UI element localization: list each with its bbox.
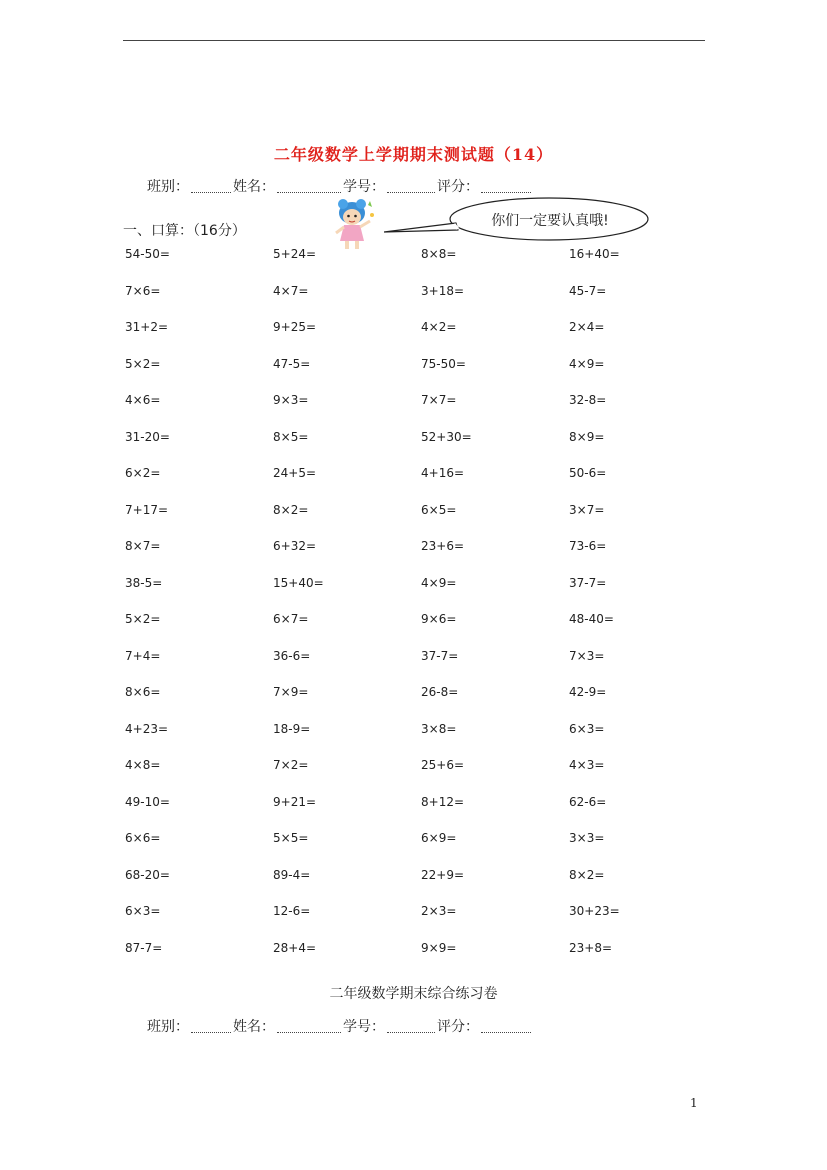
score-blank[interactable] (481, 1018, 531, 1033)
section-title: 一、口算：（16分） (123, 223, 246, 239)
problem-item: 4×3= (569, 758, 605, 772)
class-blank[interactable] (191, 1018, 231, 1033)
problem-item: 2×3= (421, 904, 457, 918)
problem-item: 4×9= (569, 356, 605, 371)
problem-item: 3×8= (421, 721, 457, 736)
score-label: 评分： (437, 1019, 479, 1035)
problem-item: 37-7= (569, 575, 607, 590)
problem-item: 47-5= (273, 356, 311, 371)
problem-item: 4×9= (421, 575, 457, 590)
problem-item: 48-40= (569, 612, 614, 626)
problem-item: 31+2= (125, 320, 169, 334)
problem-item: 37-7= (421, 648, 459, 663)
problem-item: 8×8= (421, 247, 457, 261)
problem-item: 6×7= (273, 612, 309, 626)
problem-item: 6×6= (125, 831, 161, 845)
name-blank[interactable] (277, 1018, 341, 1033)
bubble-text: 你们一定要认真哦! (491, 213, 609, 229)
problem-item: 62-6= (569, 794, 607, 809)
problem-item: 4+23= (125, 721, 169, 736)
problem-item: 49-10= (125, 794, 170, 809)
class-label: 班别： (147, 1019, 189, 1035)
problem-item: 5×2= (125, 356, 161, 371)
footer-info-row (147, 1016, 533, 1036)
student-info-row (147, 176, 533, 196)
score-label: 评分： (437, 179, 479, 195)
problem-item: 42-9= (569, 685, 607, 699)
problem-item: 6×3= (569, 721, 605, 736)
problem-item: 25+6= (421, 758, 465, 772)
problem-item: 6×9= (421, 831, 457, 845)
problem-item: 6×5= (421, 502, 457, 517)
problem-item: 3×7= (569, 502, 605, 517)
name-label: 姓名： (233, 1019, 275, 1035)
problem-item: 7×2= (273, 758, 309, 772)
problem-item: 16+40= (569, 247, 620, 261)
problem-item: 4×6= (125, 393, 161, 407)
problem-item: 8×7= (125, 539, 161, 553)
problem-item: 6+32= (273, 539, 317, 553)
problem-item: 12-6= (273, 904, 311, 918)
problem-item: 6×3= (125, 904, 161, 918)
problem-item: 31-20= (125, 429, 170, 444)
problem-item: 4×7= (273, 283, 309, 298)
id-label: 学号： (343, 1019, 385, 1035)
problem-item: 6×2= (125, 466, 161, 480)
name-blank[interactable] (277, 178, 341, 193)
class-blank[interactable] (191, 178, 231, 193)
problem-item: 7×7= (421, 393, 457, 407)
problem-item: 18-9= (273, 721, 311, 736)
problem-item: 45-7= (569, 283, 607, 298)
problem-item: 4×8= (125, 758, 161, 772)
problem-item: 7×9= (273, 685, 309, 699)
problem-item: 9+21= (273, 794, 317, 809)
problem-item: 24+5= (273, 466, 317, 480)
page-number: 1 (690, 1096, 698, 1110)
page-title: 二年级数学上学期期末测试题（14） (273, 145, 554, 164)
problem-item: 4×2= (421, 320, 457, 334)
problem-item: 73-6= (569, 539, 607, 553)
problem-item: 7+17= (125, 502, 169, 517)
problem-item: 38-5= (125, 575, 163, 590)
footer-subtitle: 二年级数学期末综合练习卷 (329, 986, 498, 1002)
problem-item: 8×5= (273, 429, 309, 444)
problem-item: 2×4= (569, 320, 605, 334)
class-label: 班别： (147, 179, 189, 195)
problem-item: 3+18= (421, 283, 465, 298)
cartoon-girl-icon (332, 197, 376, 251)
problem-item: 9+25= (273, 320, 317, 334)
problem-item: 8×9= (569, 429, 605, 444)
id-blank[interactable] (387, 178, 435, 193)
name-label: 姓名： (233, 179, 275, 195)
problem-item: 7×3= (569, 648, 605, 663)
problem-item: 9×9= (421, 940, 457, 955)
problem-item: 87-7= (125, 940, 163, 955)
problem-item: 52+30= (421, 429, 472, 444)
problem-item: 23+6= (421, 539, 465, 553)
problem-item: 5×2= (125, 612, 161, 626)
problem-item: 28+4= (273, 940, 317, 955)
header-rule (123, 40, 705, 41)
id-label: 学号： (343, 179, 385, 195)
problem-item: 5+24= (273, 247, 317, 261)
problem-item: 23+8= (569, 940, 613, 955)
problem-item: 8×2= (569, 867, 605, 882)
problem-item: 30+23= (569, 904, 620, 918)
score-blank[interactable] (481, 178, 531, 193)
problem-item: 36-6= (273, 648, 311, 663)
problem-item: 7+4= (125, 648, 161, 663)
problem-item: 15+40= (273, 575, 324, 590)
id-blank[interactable] (387, 1018, 435, 1033)
problem-item: 32-8= (569, 393, 607, 407)
problem-item: 22+9= (421, 867, 465, 882)
problem-item: 89-4= (273, 867, 311, 882)
problem-item: 75-50= (421, 356, 466, 371)
problem-item: 8×6= (125, 685, 161, 699)
problem-item: 26-8= (421, 685, 459, 699)
problem-item: 9×6= (421, 612, 457, 626)
problem-item: 50-6= (569, 466, 607, 480)
problem-item: 54-50= (125, 247, 170, 261)
problem-item: 8+12= (421, 794, 465, 809)
problem-item: 9×3= (273, 393, 309, 407)
problem-item: 7×6= (125, 283, 161, 298)
problem-item: 5×5= (273, 831, 309, 845)
problem-item: 4+16= (421, 466, 465, 480)
problem-item: 3×3= (569, 831, 605, 845)
problem-item: 8×2= (273, 502, 309, 517)
problem-item: 68-20= (125, 867, 170, 882)
